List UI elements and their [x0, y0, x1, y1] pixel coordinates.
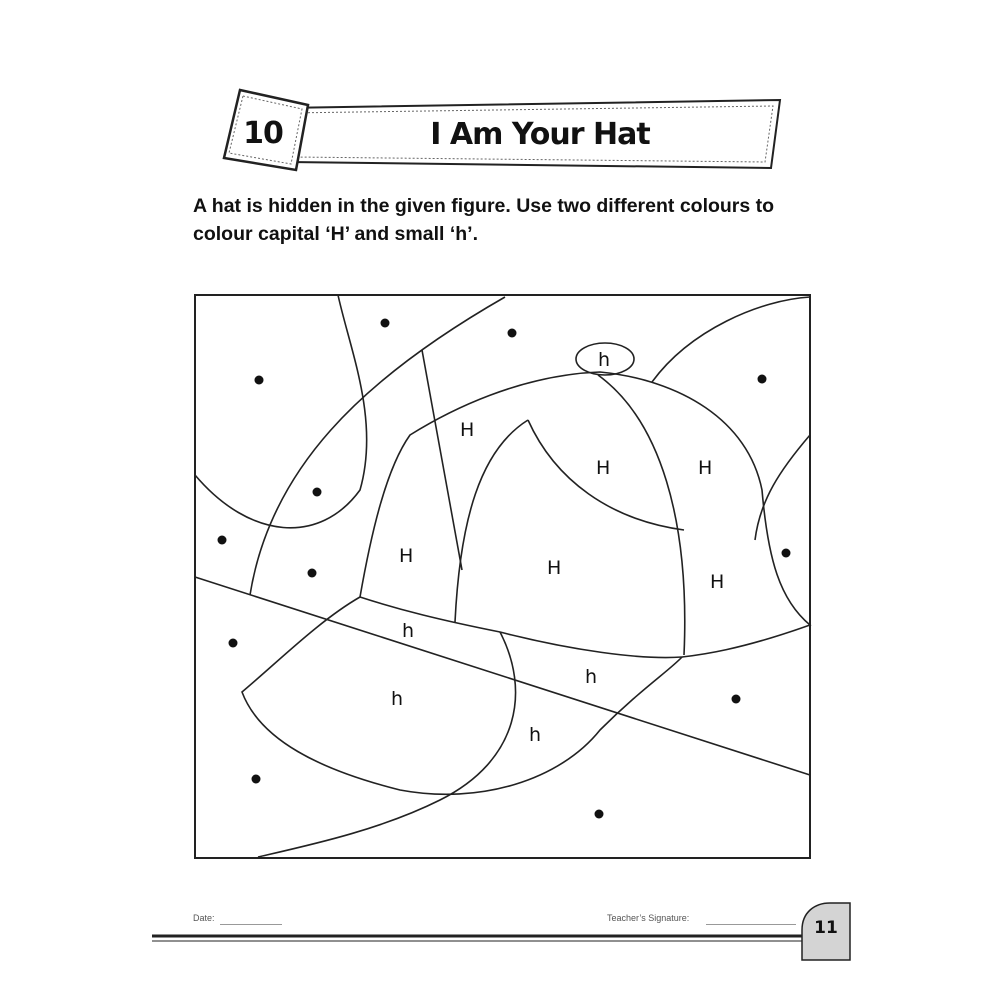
letter-h: h — [529, 724, 542, 746]
activity-number: 10 — [243, 116, 283, 151]
letter-h: h — [402, 620, 415, 642]
capital-letters — [399, 419, 724, 593]
letter-H: H — [596, 457, 611, 479]
date-label: Date: — [193, 913, 215, 923]
letter-H: H — [547, 557, 562, 579]
teacher-signature-label: Teacher’s Signature: — [607, 913, 690, 923]
letter-H: H — [399, 545, 414, 567]
letter-h: h — [585, 666, 598, 688]
hat-brim — [242, 597, 682, 794]
page-title: I Am Your Hat — [430, 117, 650, 152]
dots — [218, 319, 791, 819]
instructions-text: A hat is hidden in the given figure. Use two different colours to colour capital ‘H’ and small ‘h’. — [193, 195, 775, 245]
letter-H: H — [710, 571, 725, 593]
letter-h: h — [391, 688, 404, 710]
letter-H: H — [698, 457, 713, 479]
letter-h: h — [598, 349, 611, 371]
letter-H: H — [460, 419, 475, 441]
page-number: 11 — [814, 918, 838, 938]
footer-rule — [0, 880, 1000, 1000]
hat-crown — [360, 372, 810, 657]
small-letters — [391, 349, 610, 746]
